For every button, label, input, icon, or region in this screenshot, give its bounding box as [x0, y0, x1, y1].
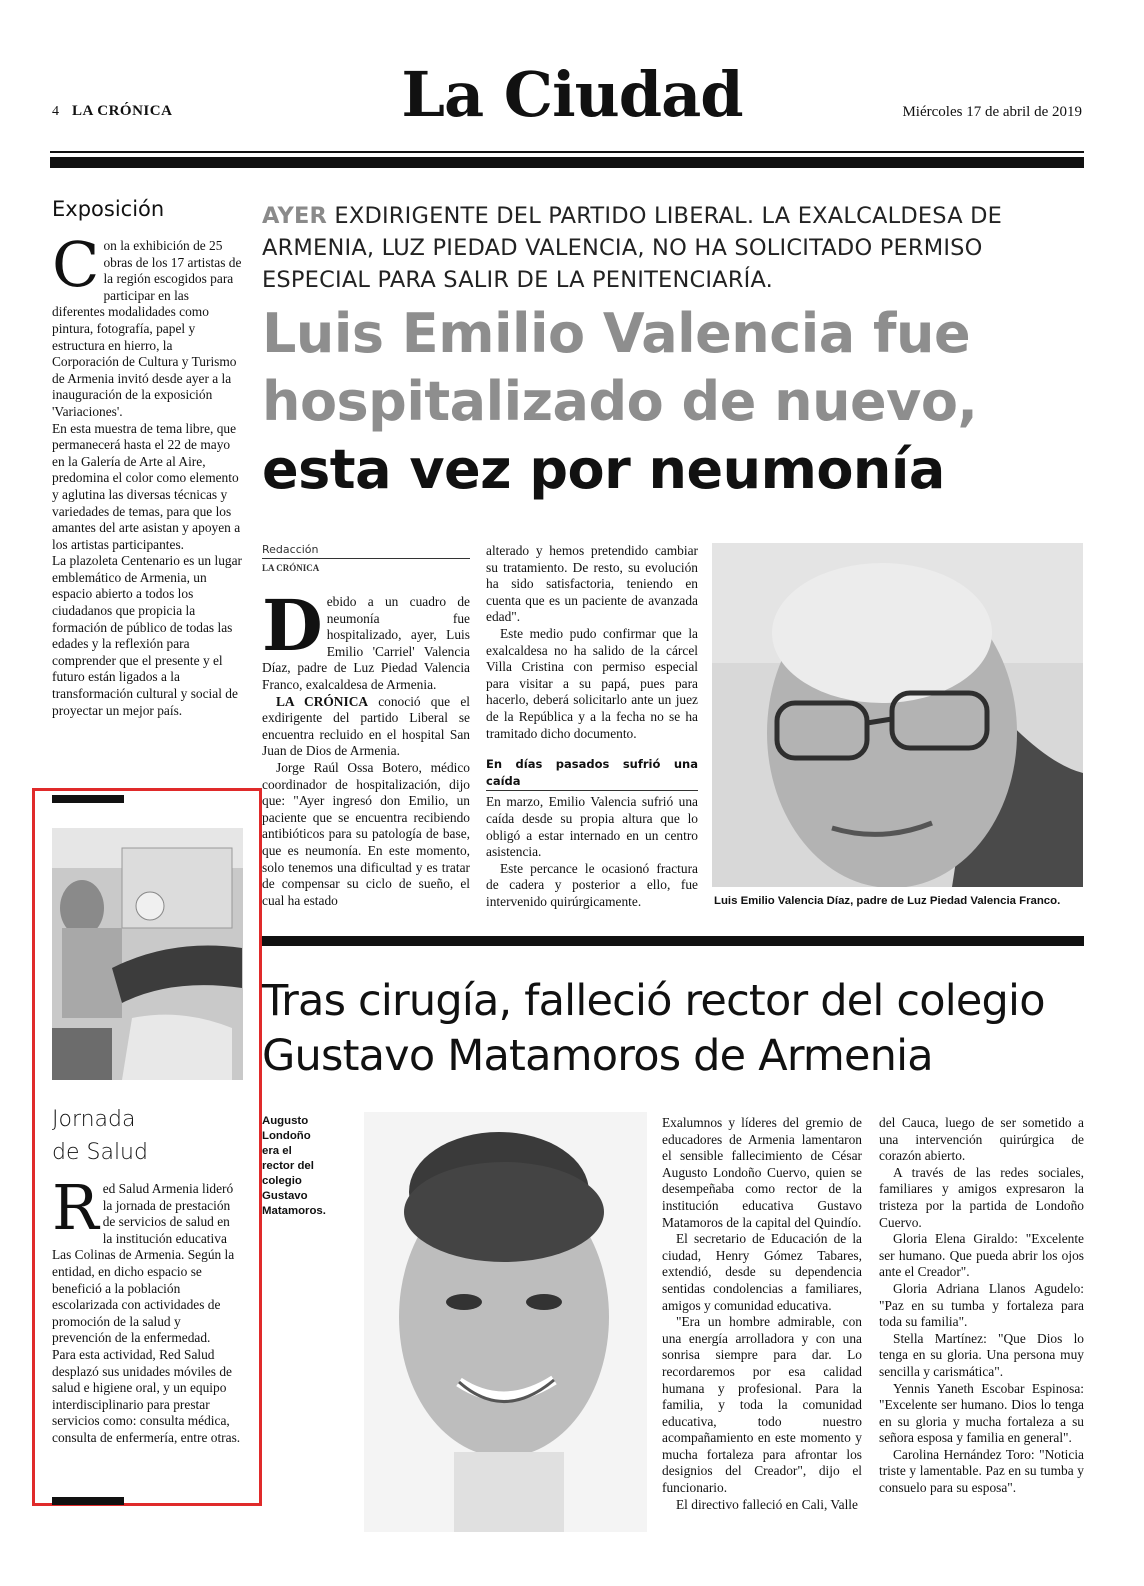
story-paragraph: Este medio pudo confirmar que la exalcaldesa no ha salido de la cárcel Villa Cristina con permiso especial para visitar a su papá, pues para hacerlo, deberá solicitarlo ante un juez de la República y a la fecha no se ha tramitado dicho documento. — [486, 625, 698, 741]
sidebar-paragraph: La plazoleta Centenario es un lugar emblemático de Armenia, un espacio abierto a todos los ciudadanos que propicia la formación de público de todas las edades y la reflexión para comprender que el presente y el futuro están ligados a la transformación cultural y social de proyectar un mejor país. — [52, 553, 242, 718]
story-paragraph: alterado y hemos pretendido cambiar su tratamiento. De resto, su evolución ha sido satisfactoria, teniendo en cuenta que es un paciente de avanzada edad". — [486, 543, 698, 625]
dropcap: R — [52, 1171, 99, 1244]
sidebar-paragraph: En esta muestra de tema libre, que permanecerá hasta el 22 de mayo en la Galería de Arte al Aire, predomina el color como elemento y aglutina las diversas técnicas y variedades de temas, para que los amantes del arte asistan y apoyen a los artistas participantes. — [52, 420, 241, 552]
story-subhead: En días pasados sufrió una caída — [486, 756, 698, 791]
story-paragraph: Gloria Elena Giraldo: "Excelente ser humano. Que pueda abrir los ojos ante el Creador". — [879, 1231, 1084, 1280]
portrait-illustration — [712, 543, 1083, 887]
story-paragraph: En marzo, Emilio Valencia sufrió una caída desde su propia altura que lo obligó a estar internado en un centro asistencia. — [486, 794, 698, 860]
section-title: La Ciudad — [401, 58, 743, 131]
story-paragraph: El secretario de Educación de la ciudad, Henry Gómez Tabares, extendió, desde su dependencia sentidas condolencias a familiares, amigos y comunidad educativa. — [662, 1231, 862, 1313]
story-paragraph: Yennis Yaneth Escobar Espinosa: "Excelente ser humano. Dios lo tenga en su gloria y mucha fortaleza a su señora esposa y familia en general". — [879, 1380, 1084, 1446]
rector-portrait-photo — [364, 1112, 647, 1532]
newspaper-name: LA CRÓNICA — [72, 103, 173, 119]
publication-date: Miércoles 17 de abril de 2019 — [902, 104, 1082, 120]
story-paragraph: Este percance le ocasionó fractura de cadera y posterior a ello, fue intervenido quirúrgicamente. — [486, 860, 698, 909]
masthead-rule-thin — [50, 151, 1084, 153]
health-paragraph: Red Salud Armenia lideró la jornada de prestación de servicios de salud en la institución educativa Las Colinas de Armenia. Según la entidad, en dicho espacio se benefició a la población escolarizada con actividades de promoción de la salud y prevención de la enfermedad. — [52, 1171, 235, 1346]
story-paragraph: Jorge Raúl Ossa Botero, médico coordinador de hospitalización, dijo que: "Ayer ingresó don Emilio, un paciente que se encuentra recibiendo antibióticos para su patología de base, que es neumonía. En este momento, solo tenemos una dificultad y es tratar de compensar su ciclo de sueño, el cual ha estado — [262, 759, 470, 908]
masthead-rule-thick — [50, 157, 1084, 168]
byline-outlet: LA CRÓNICA — [262, 563, 320, 573]
health-title: Jornada de Salud — [52, 1107, 148, 1165]
main-headline: Luis Emilio Valencia fue hospitalizado de nuevo, esta vez por neumonía — [262, 302, 978, 501]
dental-clinic-photo — [52, 828, 243, 1080]
photo-caption: Luis Emilio Valencia Díaz, padre de Luz Piedad Valencia Franco. — [714, 895, 1061, 907]
health-paragraph: Para esta actividad, Red Salud desplazó sus unidades móviles de salud e higiene oral, y un equipo interdisciplinario para prestar servicios como: consulta médica, consulta de enfermería, entre otras. — [52, 1346, 241, 1445]
section-bar — [52, 1497, 124, 1505]
byline-rule — [262, 558, 470, 559]
story-paragraph: del Cauca, luego de ser sometido a una intervención quirúrgica de corazón abierto. — [879, 1115, 1084, 1164]
dropcap: C — [52, 228, 100, 301]
story-paragraph: Debido a un cuadro de neumonía fue hospitalizado, ayer, Luis Emilio 'Carriel' Valencia Díaz, padre de Luz Piedad Valencia Franco, exalcaldesa de Armenia. — [262, 584, 470, 692]
dental-clinic-illustration — [52, 828, 243, 1080]
page-number: 4 — [52, 104, 59, 119]
sidebar-title: Exposición — [52, 197, 165, 221]
story-paragraph: Gloria Adriana Llanos Agudelo: "Paz en su tumba y fortaleza para toda su familia". — [879, 1280, 1084, 1330]
dropcap: D — [262, 584, 323, 667]
story-kicker: AYER EXDIRIGENTE DEL PARTIDO LIBERAL. LA EXALCALDESA DE ARMENIA, LUZ PIEDAD VALENCIA, NO HA SOLICITADO PERMISO ESPECIAL PARA SALIR DE LA PENITENCIARÍA. — [262, 203, 1003, 293]
sidebar-article — [52, 228, 242, 719]
byline-label: Redacción — [262, 543, 319, 556]
second-headline: Tras cirugía, falleció rector del colegio Gustavo Matamoros de Armenia — [262, 976, 1045, 1081]
story-paragraph: Exalumnos y líderes del gremio de educadores de Armenia lamentaron el sensible fallecimiento de César Augusto Londoño Cuervo, quien se desempeñaba como rector de la institución educativa Gustavo Matamoros de la capital del Quindío. — [662, 1115, 862, 1230]
section-divider — [262, 936, 1084, 946]
story-paragraph: LA CRÓNICA conoció que el exdirigente del partido Liberal se encuentra recluido en el hospital San Juan de Dios de Armenia. — [262, 693, 470, 759]
story-paragraph: El directivo falleció en Cali, Valle — [676, 1496, 858, 1512]
story-paragraph: "Era un hombre admirable, con una energía arrolladora y con una sonrisa siempre para dar. Lo recordaremos por esa calidad humana y profesional. Para la familia, y toda la comunidad educativa, todo nuestro acompañamiento en este momento y mucha fortaleza para afrontar los designios del Creador", dijo el funcionario. — [662, 1314, 862, 1496]
sidebar-paragraph: Con la exhibición de 25 obras de los 17 artistas de la región escogidos para participar en las diferentes modalidades como pintura, fotografía, papel y estructura en hierro, la Corporación de Cultura y Turismo de Armenia invitó desde ayer a la inauguración de la exposición 'Variaciones'. — [52, 228, 242, 419]
story-paragraph: Stella Martínez: "Que Dios lo tenga en su gloria. Una persona muy sencilla y carismática". — [879, 1330, 1084, 1379]
section-bar — [52, 795, 124, 803]
main-story-column-2 — [486, 543, 698, 910]
second-story-column-1 — [662, 1115, 862, 1513]
portrait-photo-elderly-man — [712, 543, 1083, 887]
story-paragraph: Carolina Hernández Toro: "Noticia triste y lamentable. Paz en su tumba y consuelo para su esposa". — [879, 1446, 1084, 1496]
health-article — [52, 1171, 242, 1447]
rector-photo-caption: Augusto Londoño era el rector del colegio Gustavo Matamoros. — [262, 1115, 326, 1217]
rector-portrait-illustration — [364, 1112, 647, 1532]
second-story-column-2 — [879, 1115, 1084, 1497]
story-paragraph: A través de las redes sociales, familiares y amigos expresaron la tristeza por la partida de Londoño Cuervo. — [879, 1164, 1084, 1230]
main-story-column-1 — [262, 584, 470, 909]
